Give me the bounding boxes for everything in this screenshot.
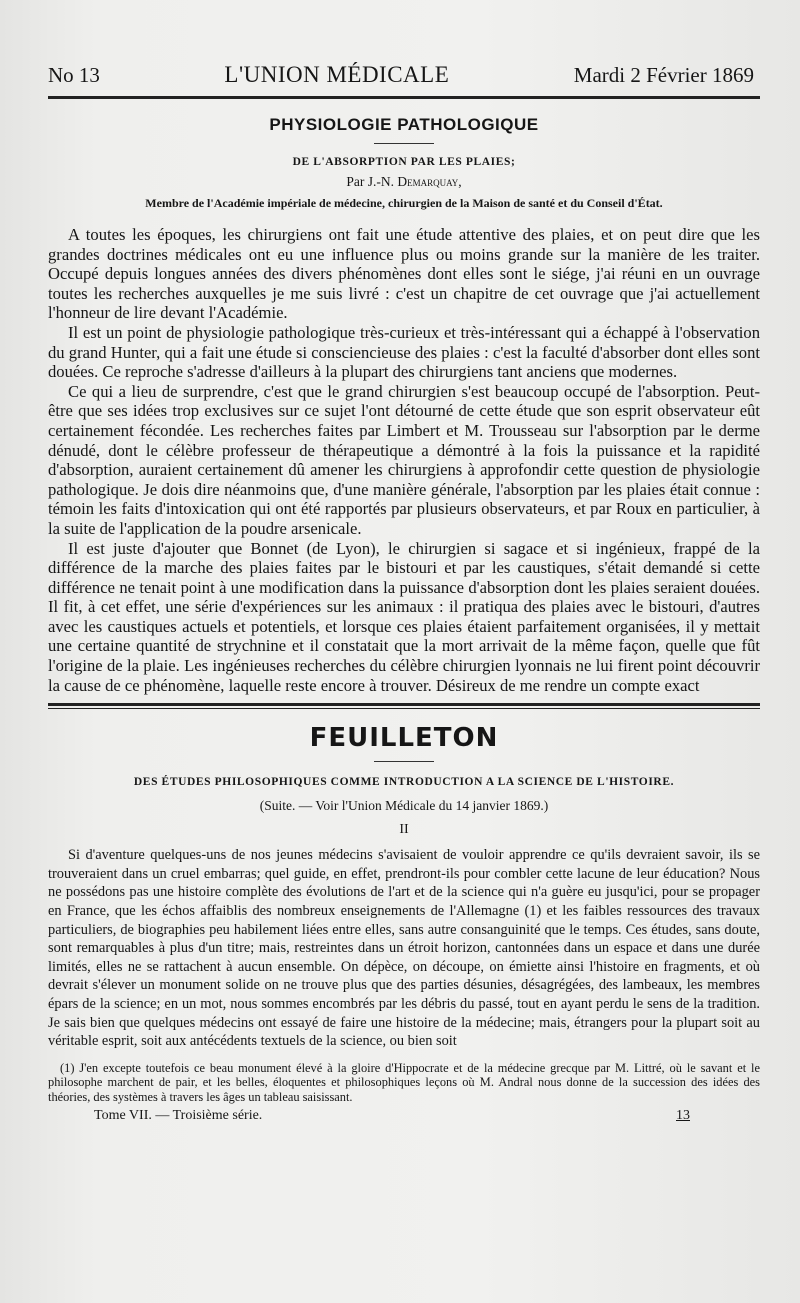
article-paragraph: Ce qui a lieu de surprendre, c'est que le grand chirurgien s'est beaucoup occupé de l'absorption. Peut-être que ses idées trop exclusives sur ce sujet l'ont détourné de cette étude que son esprit observateur eût certainement fécondée. Les recherches faites par Limbert et M. Trousseau sur l'absorption par le derme dénudé, dont le célèbre professeur de thérapeutique a démontré à la fois la puissance et la rapidité d'absorption, auraient certainement dû amener les chirurgiens à approfondir cette question de physiologie pathologique. Je dois dire néanmoins que, d'une manière générale, l'absorption par les plaies était connue : témoin les faits d'intoxication qui ont été rapportés par plusieurs observateurs, et par Roux en particulier, à la suite de l'application de la poudre arsenicale. bbox=[48, 381, 760, 538]
author-affiliation: Membre de l'Académie impériale de médecine, chirurgien de la Maison de santé et du Conseil d'État. bbox=[145, 196, 663, 210]
header-rule bbox=[48, 96, 760, 99]
feuilleton-suite: (Suite. — Voir l'Union Médicale du 14 janvier 1869.) bbox=[259, 798, 549, 814]
feuilleton-divider bbox=[374, 761, 434, 762]
page-header bbox=[48, 62, 754, 88]
page-footer bbox=[48, 1108, 760, 1124]
journal-title: L'UNION MÉDICALE bbox=[224, 62, 450, 87]
page-number: 13 bbox=[676, 1108, 690, 1123]
section-title: PHYSIOLOGIE PATHOLOGIQUE bbox=[269, 115, 539, 134]
feuilleton-heading: FEUILLETON bbox=[309, 723, 499, 754]
section-divider bbox=[374, 143, 434, 144]
volume-label: Tome VII. — Troisième série. bbox=[94, 1108, 263, 1123]
feuilleton-paragraph: Si d'aventure quelques-uns de nos jeunes médecins s'avisaient de vouloir apprendre ce qu'ils devraient savoir, ils se trouveraient dans un cruel embarras; quel guide, en effet, prendront-ils pour combler cette lacune de leur éducation? Nous ne possédons pas une histoire complète des évolutions de l'art et de la science qui n'a guère eu jusqu'ici, pour se propager en France, que les échos affaiblis des nombreux enseignements de l'Allemagne (1) et les faibles ressources des travaux particuliers, de biographies peu habilement liées entre elles, sans autre consanguinité que le temps. Ces études, sans doute, sont remarquables à plus d'un titre; mais, restreintes dans un étroit horizon, cantonnées dans un espace et dans une durée limités, elles ne se rattachent à aucun ensemble. On dépèce, on découpe, on émiette ainsi l'histoire en fragments, et où devrait s'élever un monument solide on ne trouve plus que des parties désunies, désagrégées, des lambeaux, les membres épars de la science; en un mot, nous sommes encombrés par les débris du passé, tout en ayant perdu le sens de la tradition. Je sais bien que quelques médecins ont essayé de faire une histoire de la médecine; mais, étrangers pour la plupart soit au véritable esprit, soit aux antécédents textuels de la science, ou bien soit bbox=[48, 847, 760, 1050]
article-author bbox=[48, 174, 760, 190]
article-body bbox=[48, 225, 760, 695]
author-name: Demarquay, bbox=[397, 174, 462, 189]
author-prefix: Par J.-N. bbox=[346, 174, 398, 189]
article-paragraph: A toutes les époques, les chirurgiens ont fait une étude attentive des plaies, et on peut dire que les grandes doctrines médicales ont eu une influence plus ou moins grande sur la manière de les traiter. Occupé depuis longues années des divers phénomènes dont elles sont le siége, j'ai réuni en un ouvrage toutes les recherches auxquelles je me suis livré : c'est un chapitre de cet ouvrage que j'ai actuellement l'honneur de lire devant l'Académie. bbox=[48, 225, 760, 323]
article-title: DE L'ABSORPTION PAR LES PLAIES; bbox=[292, 156, 516, 168]
feuilleton-rule bbox=[48, 703, 760, 709]
feuilleton-title: DES ÉTUDES PHILOSOPHIQUES COMME INTRODUCTION A LA SCIENCE DE L'HISTOIRE. bbox=[133, 776, 675, 789]
footnote bbox=[48, 1061, 760, 1104]
footnote-text: (1) J'en excepte toutefois ce beau monument élevé à la gloire d'Hippocrate et de la médecine grecque par M. Littré, où le savant et le philosophe marchent de pair, et les belles, éloquentes et philosophiques leçons où M. Andral nous donne de la succession des idées des théories, des systèmes à travers les âges un tableau saisissant. bbox=[48, 1060, 760, 1104]
issue-date: Mardi 2 Février 1869 bbox=[573, 63, 754, 87]
article-paragraph: Il est un point de physiologie pathologique très-curieux et très-intéressant qui a échappé à l'observation du grand Hunter, qui a fait une étude si consciencieuse des plaies : c'est la faculté d'absorber dont elles sont douées. Ce reproche s'adresse d'ailleurs à la plupart des chirurgiens tant anciens que modernes. bbox=[48, 322, 760, 382]
chapter-number: II bbox=[399, 822, 409, 838]
issue-number: No 13 bbox=[48, 63, 100, 87]
article-paragraph: Il est juste d'ajouter que Bonnet (de Lyon), le chirurgien si sagace et si ingénieux, frappé de la différence de la marche des plaies faites par le bistouri et par les caustiques, s'était demandé si cette différence ne tenait point à une modification dans la puissance d'absorption dont les plaies seraient douées. Il fit, à cet effet, une série d'expériences sur les animaux : il pratiqua des plaies avec le bistouri, d'autres avec les caustiques actuels et potentiels, et lorsque ces plaies étaient parfaitement organisées, il y mettait une certaine quantité de strychnine et il constatait que la mort arrivait de la même façon, quelle que fût l'origine de la plaie. Les ingénieuses recherches du célèbre chirurgien lyonnais ne lui firent point découvrir la cause de ce phénomène, laquelle reste encore à trouver. Désireux de me rendre un compte exact bbox=[48, 538, 760, 695]
feuilleton-body bbox=[48, 846, 760, 1051]
